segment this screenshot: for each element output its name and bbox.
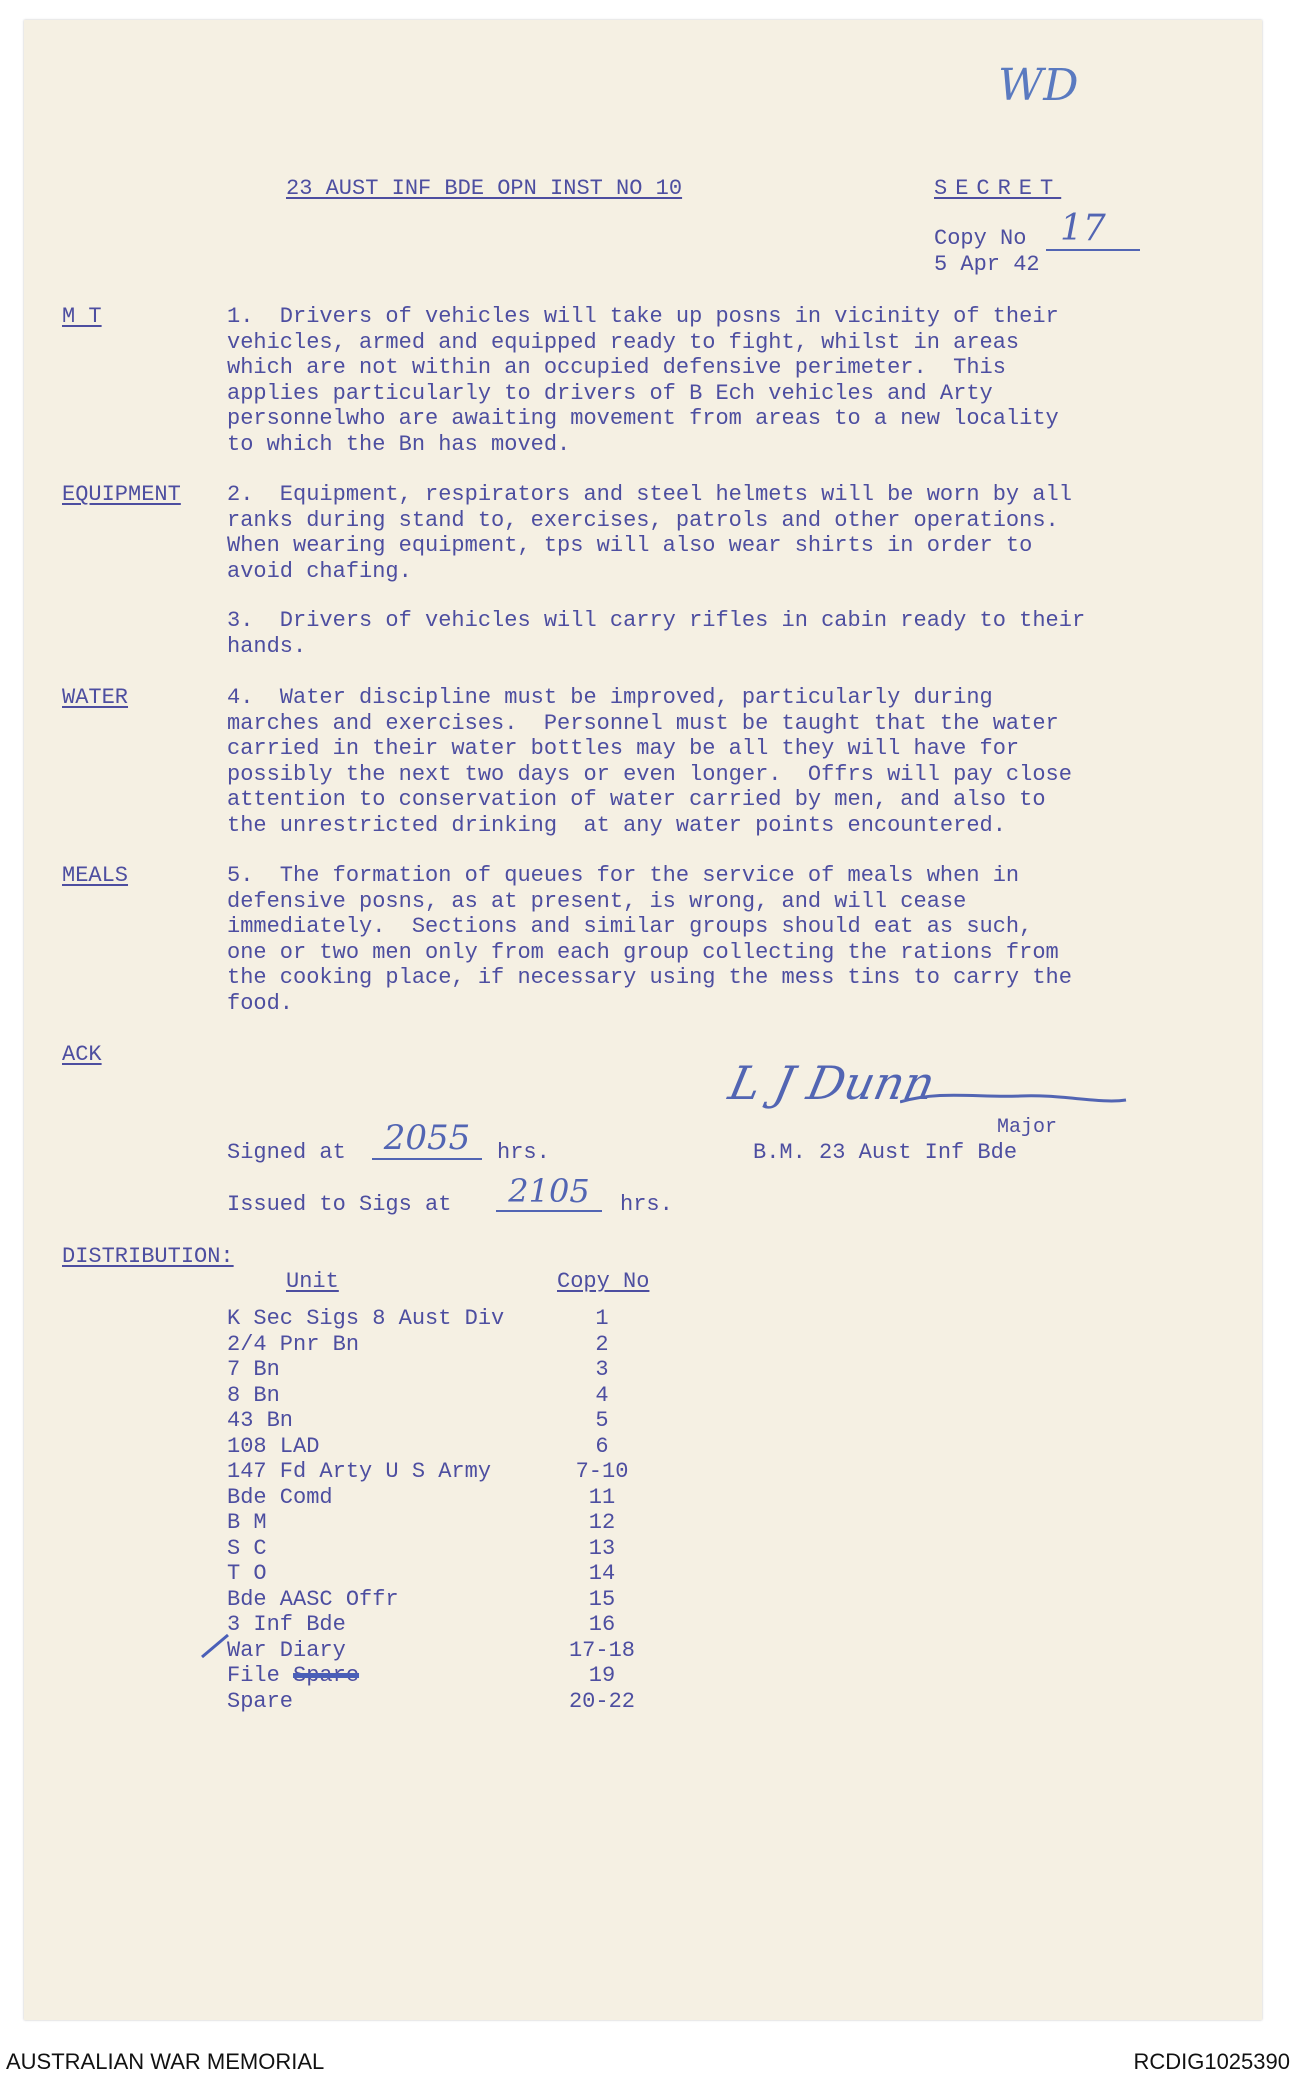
distribution-unit: T O [227, 1561, 267, 1586]
section-heading-meals: MEALS [62, 863, 129, 888]
distribution-col-unit: Unit [286, 1269, 339, 1294]
signed-hrs-label: hrs. [497, 1140, 550, 1165]
distribution-copy: 3 [595, 1357, 609, 1382]
struck-out-word: Spare [293, 1663, 360, 1688]
copy-number-label: Copy No [934, 226, 1027, 251]
issued-time-handwritten: 2105 [496, 1172, 602, 1212]
handwritten-wd-mark: WD [998, 60, 1079, 111]
distribution-copy: 16 [588, 1612, 616, 1637]
paragraph-4: 4. Water discipline must be improved, particularly during marches and exercises. Personnel must be taught that the water carried in their water bottles may be all they will have for possibly the next two days or even longer. Offrs will pay close attention to conservation of water carried by men, and also to the unrestricted drinking at any water points encountered. [227, 685, 1072, 838]
footer-record-id: RCDIG1025390 [1133, 2049, 1290, 2074]
distribution-unit: K Sec Sigs 8 Aust Div [227, 1306, 505, 1331]
distribution-unit-text: File [227, 1663, 280, 1688]
distribution-unit: 147 Fd Arty U S Army [227, 1459, 492, 1484]
document-title: 23 AUST INF BDE OPN INST NO 10 [286, 176, 683, 201]
signatory-title: B.M. 23 Aust Inf Bde [753, 1140, 1018, 1165]
distribution-unit: 43 Bn [227, 1408, 294, 1433]
section-heading-equipment: EQUIPMENT [62, 482, 181, 507]
signature-flourish [900, 1080, 1130, 1120]
document-date: 5 Apr 42 [934, 252, 1040, 277]
distribution-unit: S C [227, 1535, 267, 1561]
distribution-copy: 1 [595, 1306, 609, 1331]
distribution-copy: 4 [595, 1382, 609, 1408]
classification-secret: SECRET [934, 176, 1062, 201]
distribution-copy: 11 [588, 1484, 616, 1510]
paragraph-2: 2. Equipment, respirators and steel helmets will be worn by all ranks during stand to, exercises, patrols and other operations. When wearing equipment, tps will also wear shirts in order to avoid chafing. [227, 482, 1072, 584]
section-heading-water: WATER [62, 685, 129, 710]
distribution-heading: DISTRIBUTION: [62, 1244, 234, 1269]
copy-number-handwritten: 17 [1046, 208, 1140, 251]
issued-hrs-label: hrs. [620, 1192, 673, 1217]
distribution-unit: War Diary [227, 1637, 346, 1663]
section-heading-mt: M T [62, 304, 102, 329]
distribution-copy: 20-22 [568, 1688, 635, 1714]
distribution-copy: 14 [588, 1561, 616, 1586]
distribution-unit: Spare [227, 1688, 294, 1714]
issued-to-sigs-label: Issued to Sigs at [227, 1192, 452, 1217]
distribution-copy: 19 [588, 1663, 616, 1688]
distribution-unit: 7 Bn [227, 1357, 280, 1382]
tick-mark [200, 1633, 230, 1659]
distribution-unit: Bde Comd [227, 1484, 333, 1510]
distribution-unit: 8 Bn [227, 1382, 280, 1408]
paragraph-3: 3. Drivers of vehicles will carry rifles in cabin ready to their hands. [227, 608, 1086, 659]
signatory-rank: Major [997, 1116, 1058, 1139]
signed-at-label: Signed at [227, 1140, 346, 1165]
signed-time-handwritten: 2055 [372, 1118, 482, 1160]
distribution-copy: 7-10 [575, 1459, 629, 1484]
distribution-col-copy: Copy No [557, 1269, 650, 1294]
distribution-copy: 12 [588, 1510, 616, 1535]
distribution-copy: 13 [588, 1535, 616, 1561]
distribution-unit: 3 Inf Bde [227, 1612, 346, 1637]
distribution-unit: 2/4 Pnr Bn [227, 1331, 360, 1357]
distribution-unit: 108 LAD [227, 1433, 320, 1459]
distribution-unit: Bde AASC Offr [227, 1586, 399, 1612]
distribution-copy: 5 [595, 1408, 609, 1433]
distribution-unit [227, 1663, 359, 1689]
distribution-copy: 2 [595, 1331, 609, 1357]
footer-archive-name: AUSTRALIAN WAR MEMORIAL [6, 2049, 325, 2074]
distribution-unit: B M [227, 1510, 267, 1535]
paragraph-5: 5. The formation of queues for the service of meals when in defensive posns, as at present, is wrong, and will cease immediately. Sections and similar groups should eat as such, one or two men only from each group collecting the rations from the cooking place, if necessary using the mess tins to carry the food. [227, 863, 1072, 1016]
distribution-copy: 17-18 [568, 1637, 635, 1663]
distribution-copy: 15 [588, 1586, 616, 1612]
section-heading-ack: ACK [62, 1042, 102, 1067]
paragraph-1: 1. Drivers of vehicles will take up posns in vicinity of their vehicles, armed and equipped ready to fight, whilst in areas which are not within an occupied defensive perimeter. This applies particularly to drivers of B Ech vehicles and Arty personnelwho are awaiting movement from areas to a new locality to which the Bn has moved. [227, 304, 1059, 457]
signature-handwritten: L J Dunn [724, 1056, 940, 1110]
distribution-copy: 6 [595, 1433, 609, 1459]
